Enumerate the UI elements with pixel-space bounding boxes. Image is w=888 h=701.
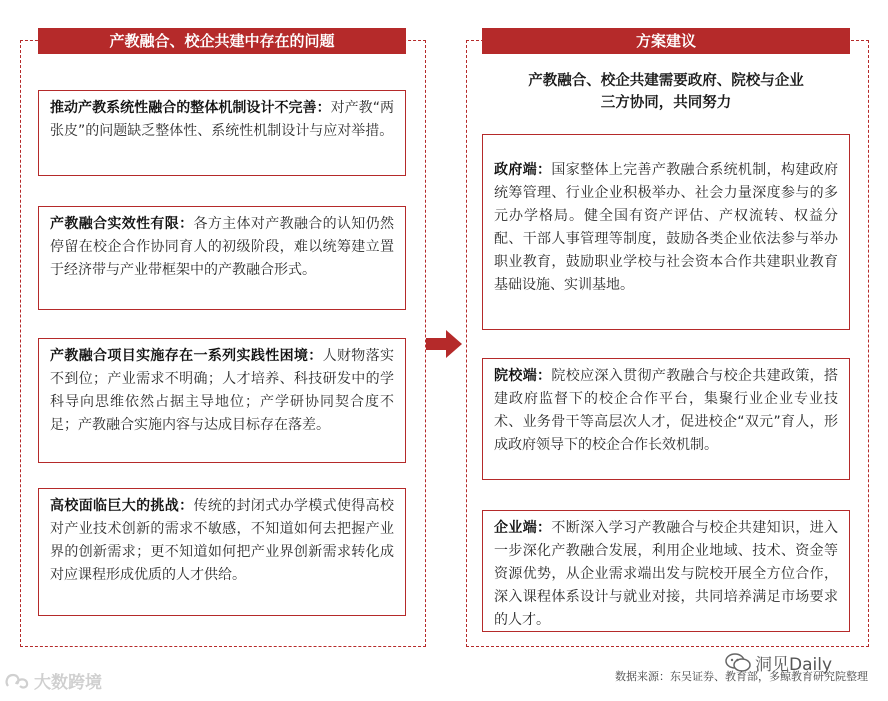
problem-body: 传统的封闭式办学模式使得高校对产业技术创新的需求不敏感，不知道如何去把握产业界的创新需求；更不知道如何把产业界创新需求转化成对应课程形成优质的人才供给。 (50, 498, 395, 583)
problem-box-practice (38, 338, 406, 463)
problem-lead: 高校面临巨大的挑战： (50, 498, 194, 514)
problem-body: 各方主体对产教融合的认知仍然停留在校企合作协同育人的初级阶段，难以统筹建立置于经济带与产业带框架中的产教融合形式。 (50, 216, 395, 278)
subtitle-line1: 产教融合、校企共建需要政府、院校与企业 (528, 73, 804, 89)
subtitle-line2: 三方协同，共同努力 (600, 95, 732, 111)
suggestions-header: 方案建议 (482, 28, 850, 54)
problem-body: 人财物落实不到位；产业需求不明确；人才培养、科技研发中的学科导向思维依然占据主导地位；产学研协同契合度不足；产教融合实施内容与达成目标存在落差。 (50, 348, 395, 433)
brand-name: 洞见Daily (755, 655, 833, 675)
suggestion-body: 国家整体上完善产教融合系统机制，构建政府统筹管理、行业企业积极举办、社会力量深度参与的多元办学格局。健全国有资产评估、产权流转、权益分配、干部人事管理等制度，鼓励各类企业依法参与举办职业教育，鼓励职业学校与社会资本合作共建职业教育基础设施、实训基地。 (494, 162, 839, 293)
suggestion-lead: 政府端： (494, 162, 552, 178)
problem-body: 对产教“两张皮”的问题缺乏整体性、系统性机制设计与应对举措。 (50, 100, 395, 139)
problem-box-mechanism (38, 90, 406, 176)
problems-header: 产教融合、校企共建中存在的问题 (38, 28, 406, 54)
suggestion-lead: 院校端： (494, 368, 552, 384)
suggestion-lead: 企业端： (494, 520, 552, 536)
watermark-text: 大数跨境 (34, 673, 102, 693)
watermark (4, 668, 102, 693)
suggestion-body: 院校应深入贯彻产教融合与校企共建政策，搭建政府监督下的校企合作平台，集聚行业企业专业技术、业务骨干等高层次人才，促进校企“双元”育人，形成政府领导下的校企合作长效机制。 (494, 368, 839, 453)
suggestion-box-enterprise (482, 510, 850, 632)
suggestion-body: 不断深入学习产教融合与校企共建知识，进入一步深化产教融合发展，利用企业地域、技术、资金等资源优势，从企业需求端出发与院校开展全方位合作，深入课程体系设计与就业对接，共同培养满足市场要求的人才。 (494, 520, 839, 628)
problem-lead: 产教融合项目实施存在一系列实践性困境： (50, 348, 323, 364)
suggestions-subtitle (482, 70, 850, 114)
suggestion-box-school (482, 358, 850, 480)
suggestion-box-government (482, 134, 850, 330)
problem-box-effectiveness (38, 206, 406, 310)
watermark-logo-icon (4, 672, 30, 690)
problem-lead: 产教融合实效性有限： (50, 216, 194, 232)
problem-box-challenge (38, 488, 406, 616)
source-note: 数据来源：东吴证券、教育部，多鲸教育研究院整理 (615, 670, 868, 683)
problem-lead: 推动产教系统性融合的整体机制设计不完善： (50, 100, 331, 116)
arrow-right-icon (426, 330, 462, 358)
